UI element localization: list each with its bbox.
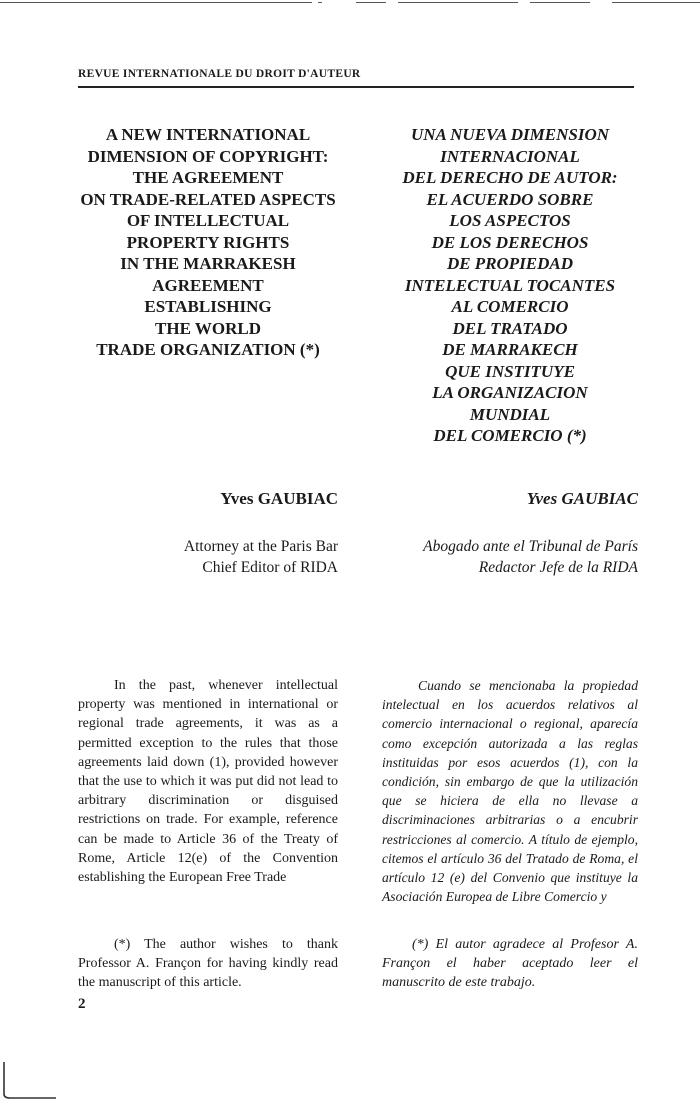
spanish-affiliation-line: Redactor Jefe de la RIDA	[478, 559, 638, 576]
scan-edge-lines	[0, 0, 700, 8]
english-affiliation	[78, 536, 338, 578]
header-rule	[78, 86, 634, 88]
running-header	[78, 66, 634, 88]
spanish-affiliation-line: Abogado ante el Tribunal de París	[423, 538, 638, 555]
spanish-title-line: DE PROPIEDAD	[446, 254, 574, 273]
spanish-body-paragraph	[382, 676, 638, 906]
spanish-title	[382, 124, 638, 447]
spanish-title-line: DEL TRATADO	[452, 318, 568, 338]
english-title-line: ON TRADE-RELATED ASPECTS	[80, 189, 336, 209]
english-footnote	[78, 935, 338, 992]
scan-corner-mark	[0, 1060, 56, 1100]
spanish-title-line: UNA NUEVA DIMENSION	[410, 125, 610, 144]
spanish-title-line: LA ORGANIZACION	[432, 383, 588, 402]
english-title-line: THE AGREEMENT	[132, 168, 284, 187]
spanish-author: Yves GAUBIAC	[526, 489, 638, 508]
spanish-title-line: DEL DERECHO DE AUTOR:	[402, 168, 618, 187]
english-title-line: A NEW INTERNATIONAL	[105, 125, 311, 144]
spanish-title-line: DE MARRAKECH	[442, 340, 578, 359]
spanish-title-line: DE LOS DERECHOS	[431, 232, 589, 252]
english-title-line: PROPERTY RIGHTS	[126, 232, 290, 252]
page-number: 2	[78, 996, 86, 1012]
spanish-title-line: MUNDIAL	[469, 404, 551, 424]
spanish-title-line: EL ACUERDO SOBRE	[426, 189, 594, 209]
english-title-line: THE WORLD	[155, 318, 261, 338]
english-title-line: DIMENSION OF COPYRIGHT:	[87, 146, 329, 166]
spanish-footnote-text: (*) El autor agradece al Profesor A. Françon el haber aceptado leer el manuscrito de este trabajo.	[382, 937, 638, 990]
spanish-title-line: QUE INSTITUYE	[445, 361, 575, 381]
english-affiliation-line: Attorney at the Paris Bar	[183, 538, 338, 555]
english-author: Yves GAUBIAC	[220, 489, 338, 508]
spanish-title-line: INTELECTUAL TOCANTES	[404, 275, 616, 295]
english-title-line: AGREEMENT	[152, 275, 264, 295]
english-footnote-text: (*) The author wishes to thank Professor A. Françon for having kindly read the manuscript of this article.	[78, 937, 338, 990]
english-body-paragraph	[78, 676, 338, 887]
english-affiliation-line: Chief Editor of RIDA	[202, 559, 338, 576]
spanish-title-line: LOS ASPECTOS	[449, 211, 571, 230]
journal-title: REVUE INTERNATIONALE DU DROIT D'AUTEUR	[78, 68, 361, 80]
english-title-line: TRADE ORGANIZATION (*)	[96, 340, 320, 359]
spanish-body-text: Cuando se mencionaba la propiedad intelectual en los acuerdos relativos al comercio internacional o regional, aparecía como excepción autorizada a las reglas instituidas por esos acuerdos (1), con la condición, sin embargo de que la utilización que se hiciera de ella no llevase a discriminaciones arbitrarias o a encubrir restricciones al comercio. A título de ejemplo, citemos el artículo 36 del Tratado de Roma, el artículo 12 (e) del Convenio que instituye la Asociación Europea de Libre Comercio y	[382, 678, 638, 905]
spanish-title-line: DEL COMERCIO (*)	[433, 426, 587, 445]
spanish-footnote	[382, 935, 638, 992]
spanish-title-line: INTERNACIONAL	[440, 146, 580, 166]
spanish-title-line: AL COMERCIO	[451, 297, 569, 316]
english-title-line: ESTABLISHING	[144, 297, 272, 316]
english-body-text: In the past, whenever intellectual property was mentioned in international or regional trade agreements, it was as a permitted exception to the rules that those agreements laid down (1), provided however that the use to which it was put did not lead to arbitrary discrimination or disguised restrictions on trade. For example, reference can be made to Article 36 of the Treaty of Rome, Article 12(e) of the Convention establishing the European Free Trade	[78, 678, 338, 886]
spanish-affiliation	[382, 536, 638, 578]
english-title-line: OF INTELLECTUAL	[126, 211, 290, 230]
english-title-line: IN THE MARRAKESH	[120, 254, 296, 273]
english-title	[78, 124, 338, 361]
